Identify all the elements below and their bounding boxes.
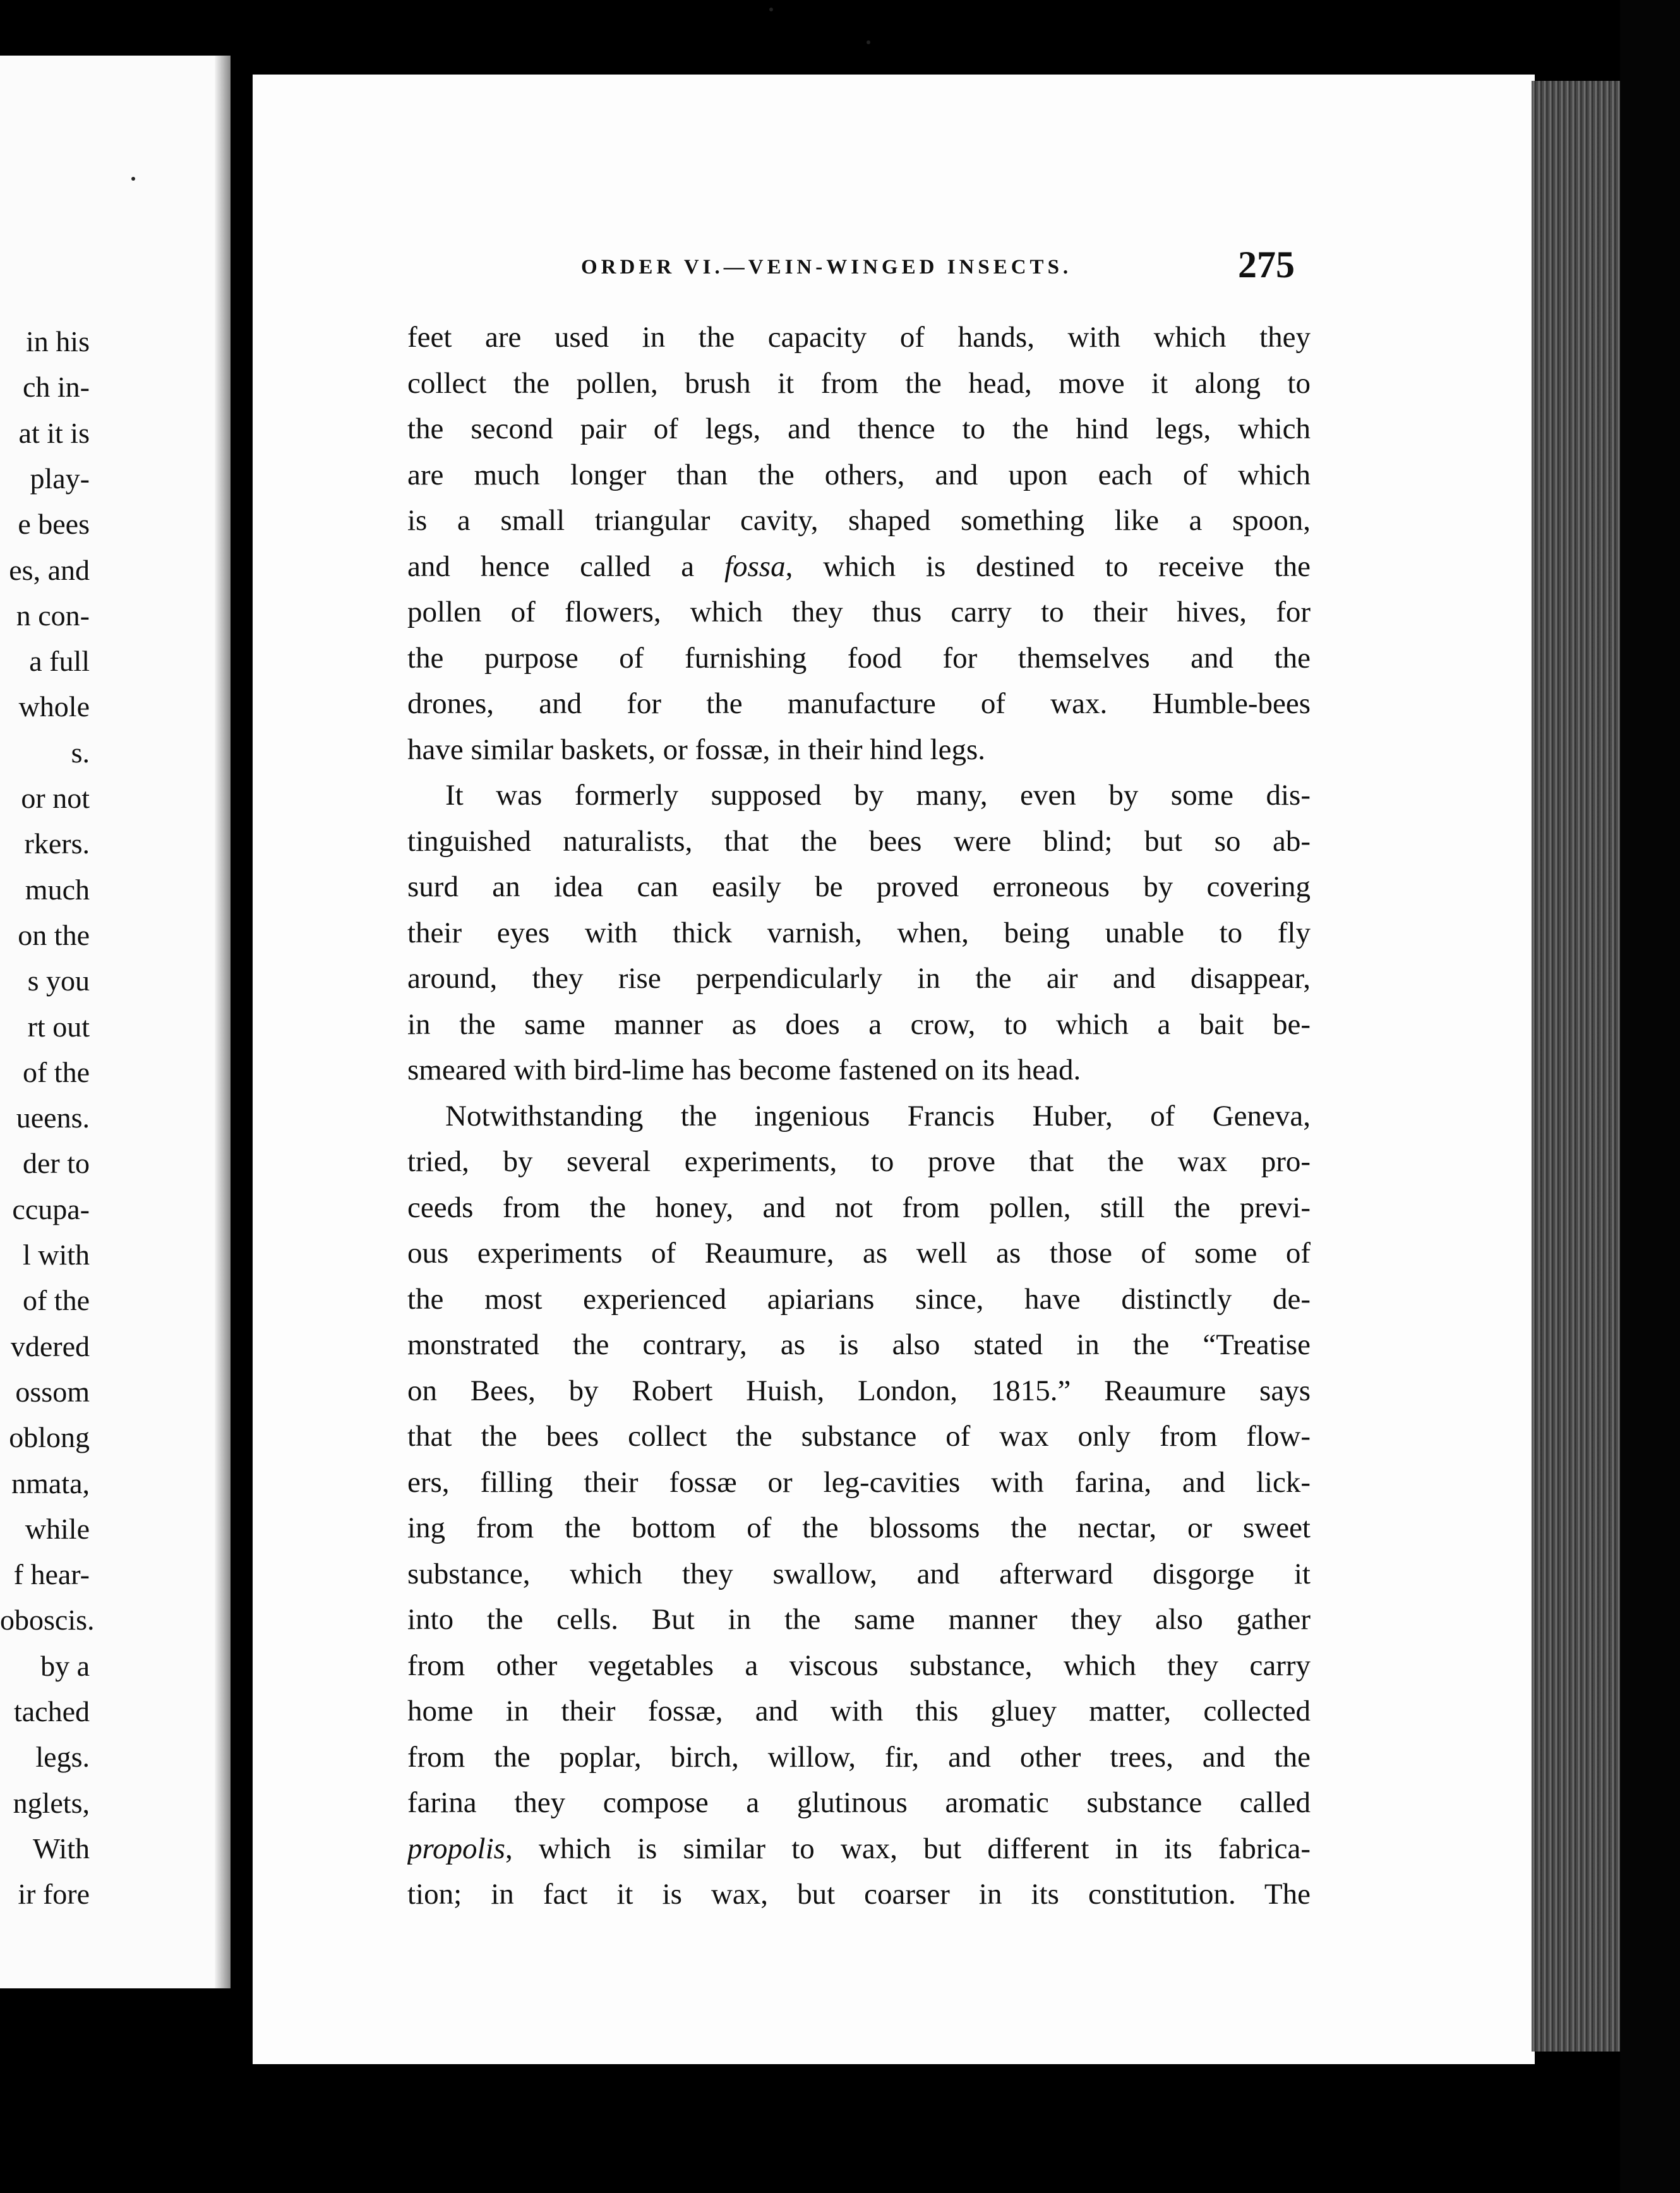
left-page <box>0 56 231 1988</box>
left-page-line: or not <box>21 782 90 814</box>
scan-border <box>1620 0 1680 2193</box>
left-page-line: oboscis. <box>0 1604 95 1637</box>
text-line: the most experienced apiarians since, have distinctly de- <box>407 1282 1311 1316</box>
left-page-line: ch in- <box>22 371 90 404</box>
dust-speck <box>769 8 773 11</box>
text-line: It was formerly supposed by many, even by some dis- <box>445 779 1311 812</box>
text-line: have similar baskets, or fossæ, in their hind legs. <box>407 733 986 766</box>
page-edges <box>1532 81 1620 2052</box>
left-page-line: at it is <box>18 416 90 449</box>
text-line: ers, filling their fossæ or leg-cavities with farina, and lick- <box>407 1465 1311 1499</box>
left-page-line: ueens. <box>16 1102 90 1134</box>
page-body-text <box>407 315 1311 1918</box>
text-line <box>407 1826 1311 1872</box>
text-line: the purpose of furnishing food for themselves and the <box>407 641 1311 675</box>
left-page-line: ossom <box>15 1375 90 1408</box>
text-line: the second pair of legs, and thence to the hind legs, which <box>407 412 1311 445</box>
text-line: substance, which they swallow, and afterward disgorge it <box>407 1557 1311 1590</box>
text-line: their eyes with thick varnish, when, being unable to fly <box>407 916 1311 949</box>
dust-speck <box>131 177 135 181</box>
left-page-line: f hear- <box>13 1558 90 1591</box>
text-line: pollen of flowers, which they thus carry to their hives, for <box>407 596 1311 628</box>
text-line: Notwithstanding the ingenious Francis Huber, of Geneva, <box>445 1099 1311 1133</box>
text-line: monstrated the contrary, as is also stated in the “Treatise <box>407 1328 1311 1361</box>
left-page-line: much <box>25 873 90 906</box>
left-page-line: legs. <box>35 1741 90 1774</box>
left-page-line: vdered <box>10 1330 90 1362</box>
text-line: surd an idea can easily be proved erroneous by covering <box>407 870 1311 903</box>
left-page-line: es, and <box>9 553 90 586</box>
page-number: 275 <box>1238 244 1295 285</box>
left-page-line: a full <box>29 645 90 678</box>
left-page-line: in his <box>26 325 90 357</box>
text-line-part: , which is similar to wax, but different in its fabrica- <box>505 1832 1311 1865</box>
text-line: tried, by several experiments, to prove that the wax pro- <box>407 1145 1311 1178</box>
left-page-line: play- <box>30 462 90 495</box>
text-line: tion; in fact it is wax, but coarser in its constitution. The <box>407 1878 1311 1911</box>
left-page-line: n con- <box>16 599 90 632</box>
left-page-line: s you <box>27 964 90 997</box>
left-page-line: by a <box>40 1649 90 1682</box>
text-line <box>407 544 1311 590</box>
text-line: ing from the bottom of the blossoms the nectar, or sweet <box>407 1511 1311 1544</box>
text-line: ceeds from the honey, and not from pollen, still the previ- <box>407 1191 1311 1224</box>
text-line: in the same manner as does a crow, to which a bait be- <box>407 1007 1311 1041</box>
left-page-line: oblong <box>9 1421 90 1454</box>
left-page-line: rkers. <box>24 827 90 860</box>
left-page-line: nglets, <box>13 1786 90 1819</box>
italic-term: fossa <box>724 550 786 583</box>
text-line: into the cells. But in the same manner they also gather <box>407 1603 1311 1636</box>
text-line: farina they compose a glutinous aromatic substance called <box>407 1786 1311 1819</box>
left-page-line: on the <box>18 918 90 951</box>
text-line: collect the pollen, brush it from the head, move it along to <box>407 366 1311 400</box>
left-page-line: of the <box>22 1284 90 1317</box>
left-page-line: of the <box>22 1055 90 1088</box>
text-line: tinguished naturalists, that the bees were blind; but so ab- <box>407 824 1311 858</box>
left-page-line: whole <box>18 690 90 723</box>
left-page-line: s. <box>71 736 90 769</box>
text-line: drones, and for the manufacture of wax. Humble-bees <box>407 687 1311 720</box>
text-line-part: , which is destined to receive the <box>785 550 1311 583</box>
left-page-line: ccupa- <box>12 1193 90 1225</box>
text-line: is a small triangular cavity, shaped something like a spoon, <box>407 504 1311 537</box>
left-page-line: der to <box>22 1147 90 1180</box>
text-line: around, they rise perpendicularly in the air and disappear, <box>407 962 1311 995</box>
dust-speck <box>867 40 870 44</box>
left-page-line: l with <box>22 1239 90 1271</box>
text-line: from the poplar, birch, willow, fir, and other trees, and the <box>407 1740 1311 1774</box>
italic-term: propolis <box>407 1832 505 1865</box>
running-head: ORDER VI.—VEIN-WINGED INSECTS. <box>581 256 1072 279</box>
left-page-line: while <box>25 1512 90 1545</box>
left-page-line: ir fore <box>18 1878 90 1911</box>
left-page-line: rt out <box>27 1010 90 1043</box>
text-line-part: and hence called a <box>407 550 724 583</box>
text-line: ous experiments of Reaumure, as well as those of some of <box>407 1237 1311 1270</box>
text-line: feet are used in the capacity of hands, with which they <box>407 321 1311 354</box>
text-line: home in their fossæ, and with this gluey matter, collected <box>407 1695 1311 1727</box>
left-page-line: With <box>32 1832 90 1865</box>
text-line: are much longer than the others, and upon each of which <box>407 458 1311 491</box>
text-line: on Bees, by Robert Huish, London, 1815.” Reaumure says <box>407 1374 1311 1407</box>
left-page-line: e bees <box>18 508 90 541</box>
left-page-line: tached <box>13 1695 90 1727</box>
text-line: from other vegetables a viscous substance, which they carry <box>407 1649 1311 1682</box>
text-line: that the bees collect the substance of wax only from flow- <box>407 1420 1311 1453</box>
left-page-line: nmata, <box>11 1467 90 1499</box>
left-page-gutter-shadow <box>215 56 231 1988</box>
text-line: smeared with bird-lime has become fastened on its head. <box>407 1054 1081 1086</box>
